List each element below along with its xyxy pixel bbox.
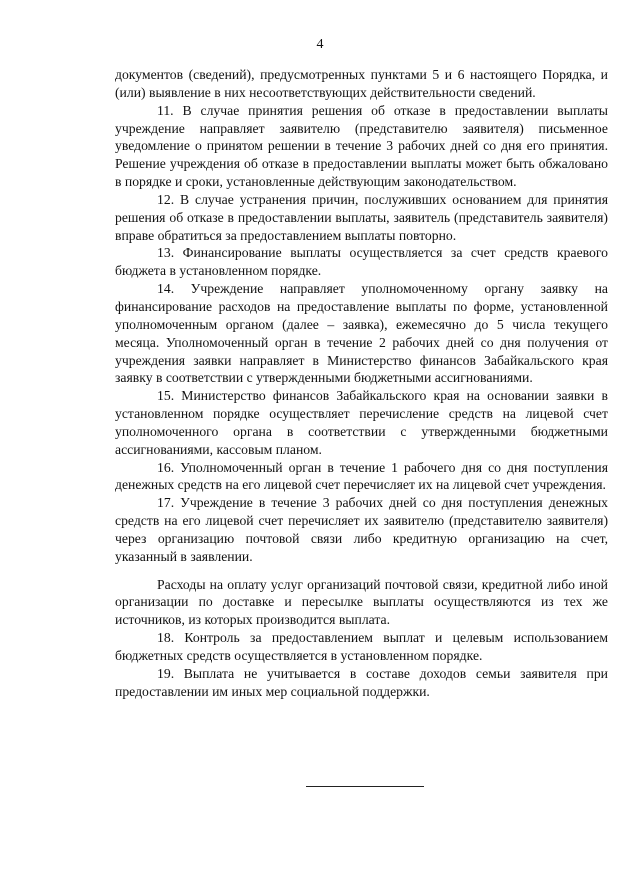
paragraph-18: 18. Контроль за предоставлением выплат и целевым использованием бюджетных средств осуществляется в установленном порядке. bbox=[115, 630, 608, 663]
page-number: 4 bbox=[316, 37, 324, 52]
paragraph-15: 15. Министерство финансов Забайкальского края на основании заявки в установленном порядке осуществляет перечисление средств на лицевой счет уполномоченного органа в соответствии с утвержденными бюджетными ассигнованиями, кассовым планом. bbox=[115, 388, 608, 457]
paragraph-expenses: Расходы на оплату услуг организаций почтовой связи, кредитной либо иной организации по доставке и пересылке выплаты осуществляются из тех же источников, из которых производится выплата. bbox=[115, 576, 608, 628]
paragraph-16: 16. Уполномоченный орган в течение 1 рабочего дня со дня поступления денежных средств на его лицевой счет перечисляет их на лицевой счет учреждения. bbox=[115, 459, 608, 493]
paragraph-12: 12. В случае устранения причин, послуживших основанием для принятия решения об отказе в предоставлении выплаты, заявитель (представитель заявителя) вправе обратиться за предоставлением выплаты повторно. bbox=[115, 191, 608, 243]
closing-divider bbox=[306, 786, 424, 787]
paragraph-17: 17. Учреждение в течение 3 рабочих дней со дня поступления денежных средств на его лицевой счет перечисляет их заявителю (представителю заявителя) через организацию почтовой связи либо кредитную организацию на счет, указанный в заявлении. bbox=[115, 495, 608, 564]
paragraph-19: 19. Выплата не учитывается в составе доходов семьи заявителя при предоставлении им иных мер социальной поддержки. bbox=[115, 665, 608, 699]
paragraph-13: 13. Финансирование выплаты осуществляется за счет средств краевого бюджета в установленном порядке. bbox=[115, 245, 608, 279]
paragraph-11: 11. В случае принятия решения об отказе в предоставлении выплаты учреждение направляет заявителю (представителю заявителя) письменное уведомление о принятом решении в течение 3 рабочих дней со дня его принятия. Решение учреждения об отказе в предоставлении выплаты может быть обжаловано в порядке и сроки, установленные действующим законодательством. bbox=[115, 102, 608, 190]
paragraph-continuation: документов (сведений), предусмотренных пунктами 5 и 6 настоящего Порядка, и (или) выявление в них несоответствующих действительности сведений. bbox=[115, 67, 608, 100]
document-body bbox=[115, 66, 608, 701]
paragraph-14: 14. Учреждение направляет уполномоченному органу заявку на финансирование расходов на предоставление выплаты по форме, установленной уполномоченным органом (далее – заявка), ежемесячно до 5 числа текущего месяца. Уполномоченный орган в течение 2 рабочих дней со дня получения от учреждения заявки направляет в Министерство финансов Забайкальского края заявку в соответствии с утвержденными бюджетными ассигнованиями. bbox=[115, 281, 608, 386]
